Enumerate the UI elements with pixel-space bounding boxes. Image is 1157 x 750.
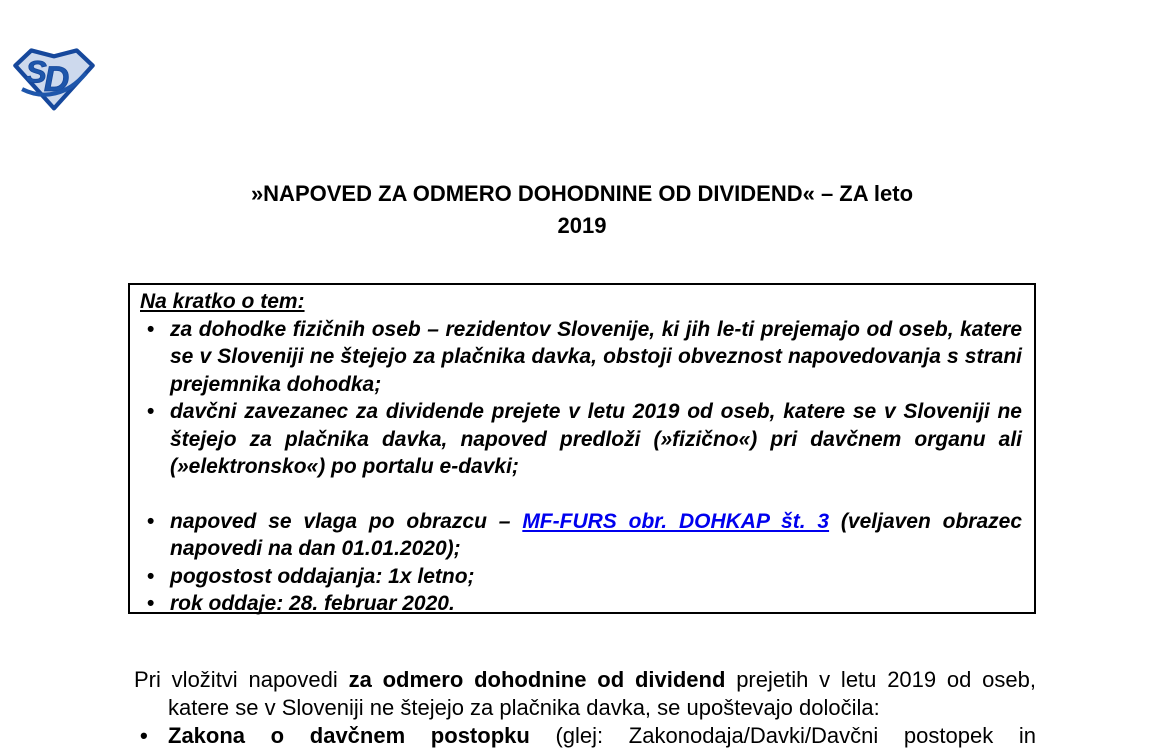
legal-bullet-tax-procedure: • Zakona o davčnem postopku (glej: Zakonodaja/Davki/Davčni postopek in	[134, 722, 1036, 750]
summary-heading: Na kratko o tem:	[140, 290, 305, 313]
page-title-line1: »NAPOVED ZA ODMERO DOHODNINE OD DIVIDEND« – ZA leto	[250, 180, 914, 206]
sd-shield-logo	[12, 47, 96, 111]
summary-bullet-form: • napoved se vlaga po obrazcu – MF-FURS obr. DOHKAP št. 3 (veljaven obrazec napovedi na dan 01.01.2020);	[140, 508, 1022, 563]
page-title-line2: 2019	[557, 212, 607, 238]
sd-shield-icon	[12, 47, 96, 111]
svg-text:D: D	[43, 59, 70, 99]
summary-bullet-frequency: • pogostost oddajanja: 1x letno;	[140, 563, 1022, 591]
svg-text:S: S	[25, 53, 47, 90]
intro-paragraph: Pri vložitvi napovedi za odmero dohodnine od dividend prejetih v letu 2019 od oseb, katere se v Sloveniji ne štejejo za plačnika davka, se upoštevajo določila:	[134, 667, 1037, 720]
summary-bullet-residents: • za dohodke fizičnih oseb – rezidentov Slovenije, ki jih le-ti prejemajo od oseb, katere se v Sloveniji ne štejejo za plačnika davka, obstoji obveznost napovedovanja s strani prejemnika dohodka;	[140, 316, 1022, 399]
summary-list	[140, 316, 1022, 618]
legal-list	[134, 722, 1036, 750]
summary-bullet-deadline: • rok oddaje: 28. februar 2020.	[140, 590, 1022, 618]
body-section	[134, 666, 1036, 750]
page-title	[128, 178, 1036, 242]
summary-box	[128, 283, 1036, 614]
dohkap-form-link[interactable]: MF-FURS obr. DOHKAP št. 3	[522, 509, 830, 533]
summary-bullet-taxpayer: • davčni zavezanec za dividende prejete v letu 2019 od oseb, katere se v Sloveniji ne štejejo za plačnika davka, napoved predloži (»fizično«) pri davčnem organu ali (»elektronsko«) po portalu e-davki;	[140, 398, 1022, 481]
